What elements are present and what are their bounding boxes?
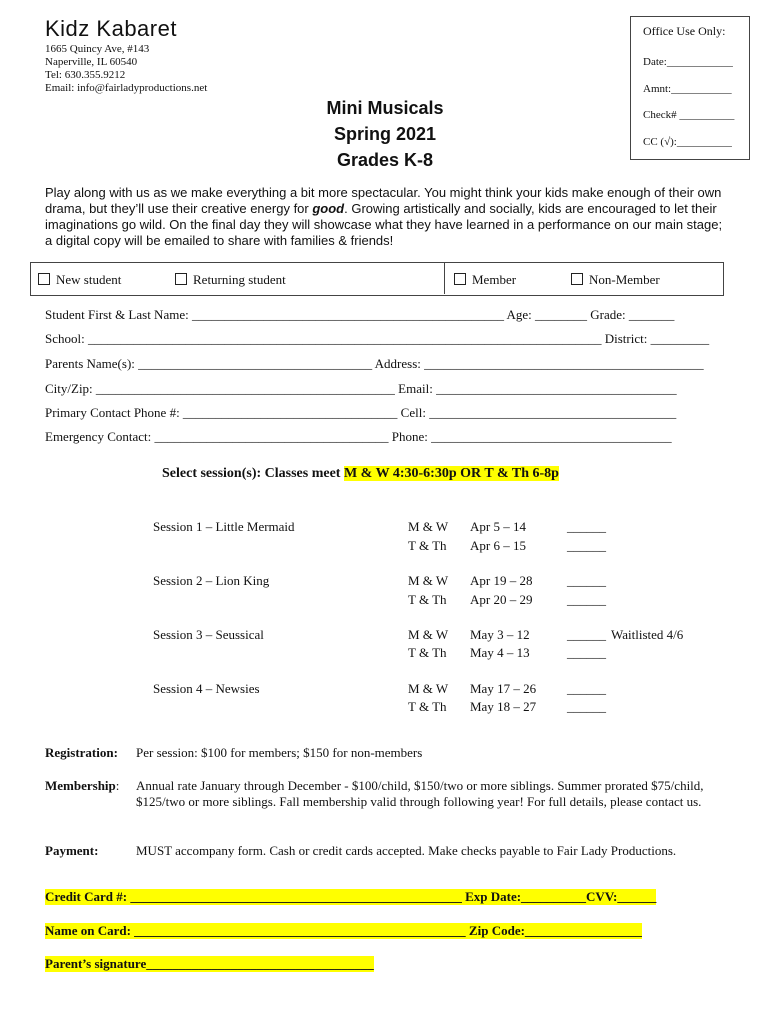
checkbox[interactable] [175, 273, 187, 285]
session-dates: May 4 – 13 [470, 645, 530, 660]
phone-cell-field[interactable]: Primary Contact Phone #: _________________________________ Cell: ______________________________________ [45, 405, 677, 420]
session-days: T & Th [408, 645, 447, 660]
class-times-highlight: M & W 4:30-6:30p OR T & Th 6-8p [343, 466, 559, 481]
session-days: T & Th [408, 592, 447, 607]
session-days: M & W [408, 627, 449, 642]
office-use-title: Office Use Only: [643, 24, 726, 38]
sessions-header-text: Select session(s): Classes meet [162, 466, 344, 481]
office-cc-field[interactable]: CC (√):__________ [643, 136, 732, 148]
program-grades: Grades K-8 [336, 150, 434, 170]
session-dates: Apr 5 – 14 [470, 519, 526, 534]
city-email-field[interactable]: City/Zip: ______________________________________________ Email: _____________________________________ [45, 381, 677, 396]
email-line: Email: info@fairladyproductions.net [45, 82, 208, 94]
intro-paragraph [45, 185, 725, 249]
waitlisted-note: Waitlisted 4/6 [611, 627, 684, 642]
intro-emphasis: good [312, 201, 345, 216]
office-check-field[interactable]: Check# __________ [643, 109, 735, 121]
intro-text: Play along with us as we make everything a bit more spectacular. You might think your kids make enough of their own drama, but they’ll use their creative energy for [45, 185, 722, 216]
returning-student-option[interactable] [175, 272, 286, 288]
org-name: Kidz Kabaret [45, 16, 177, 41]
session-select-blank[interactable]: ______ [567, 538, 606, 553]
payment-text: MUST accompany form. Cash or credit cards accepted. Make checks payable to Fair Lady Productions. [136, 843, 677, 858]
session-name: Session 4 – Newsies [153, 681, 260, 696]
option-label: New student [56, 272, 122, 287]
membership-label [45, 778, 119, 794]
session-name: Session 2 – Lion King [153, 573, 270, 588]
name-on-card-field[interactable]: Name on Card: ___________________________________________________ Zip Code:__________________ [45, 923, 642, 938]
credit-card-field[interactable]: Credit Card #: ___________________________________________________ Exp Date:__________CVV:______ [45, 889, 657, 904]
checkbox[interactable] [38, 273, 50, 285]
session-name: Session 1 – Little Mermaid [153, 519, 295, 534]
session-days: T & Th [408, 699, 447, 714]
registration-label: Registration: [45, 745, 118, 760]
school-field[interactable]: School: _______________________________________________________________________________ District: _________ [45, 331, 710, 346]
parent-signature-field[interactable]: Parent’s signature___________________________________ [45, 956, 374, 971]
session-dates: May 17 – 26 [470, 681, 537, 696]
session-name: Session 3 – Seussical [153, 627, 264, 642]
non-member-option[interactable] [571, 272, 660, 288]
program-title: Mini Musicals [326, 98, 444, 118]
address-line: 1665 Quincy Ave, #143 [45, 43, 150, 55]
membership-colon: : [115, 778, 120, 793]
session-dates: Apr 6 – 15 [470, 538, 526, 553]
emergency-contact-field[interactable]: Emergency Contact: ____________________________________ Phone: _____________________________________ [45, 429, 672, 444]
session-days: M & W [408, 519, 449, 534]
session-select-blank[interactable]: ______ [567, 699, 606, 714]
session-select-blank[interactable]: ______ [567, 645, 606, 660]
session-select-blank[interactable]: ______ [567, 681, 606, 696]
session-days: M & W [408, 573, 449, 588]
office-amount-field[interactable]: Amnt:___________ [643, 83, 732, 95]
sessions-header [162, 466, 559, 482]
new-student-option[interactable] [38, 272, 121, 288]
option-label: Returning student [193, 272, 286, 287]
session-dates: May 18 – 27 [470, 699, 537, 714]
option-label: Member [472, 272, 517, 287]
parents-address-field[interactable]: Parents Name(s): ____________________________________ Address: ___________________________________________ [45, 356, 704, 371]
session-dates: May 3 – 12 [470, 627, 530, 642]
session-select-blank[interactable]: ______ [567, 627, 606, 642]
program-season: Spring 2021 [333, 124, 437, 144]
member-option[interactable] [454, 272, 516, 288]
payment-label: Payment: [45, 843, 99, 858]
session-dates: Apr 19 – 28 [470, 573, 533, 588]
session-select-blank[interactable]: ______ [567, 573, 606, 588]
session-select-blank[interactable]: ______ [567, 592, 606, 607]
session-select-blank[interactable]: ______ [567, 519, 606, 534]
checkbox[interactable] [454, 273, 466, 285]
office-date-field[interactable]: Date:____________ [643, 56, 733, 68]
phone-line: Tel: 630.355.9212 [45, 69, 126, 81]
session-dates: Apr 20 – 29 [470, 592, 533, 607]
membership-label-text: Membership [45, 778, 116, 793]
session-days: M & W [408, 681, 449, 696]
checkbox[interactable] [571, 273, 583, 285]
address-line: Naperville, IL 60540 [45, 56, 138, 68]
intro-text: . Growing artistically and socially, kids are encouraged to let their imaginations go wild. On the final day they will showcase what they have learned in a performance on our main stage; a digital copy will be emailed to share with families & friends! [45, 201, 723, 248]
option-label: Non-Member [589, 272, 660, 287]
session-days: T & Th [408, 538, 447, 553]
membership-text: Annual rate January through December - $100/child, $150/two or more siblings. Summer prorated $75/child, $125/two or more siblings. Fall membership valid through following year! For full details, please contact us. [136, 778, 704, 809]
status-divider [444, 262, 445, 294]
student-name-field[interactable]: Student First & Last Name: ________________________________________________ Age: ________ Grade: _______ [45, 307, 675, 322]
registration-text: Per session: $100 for members; $150 for non-members [136, 745, 423, 760]
